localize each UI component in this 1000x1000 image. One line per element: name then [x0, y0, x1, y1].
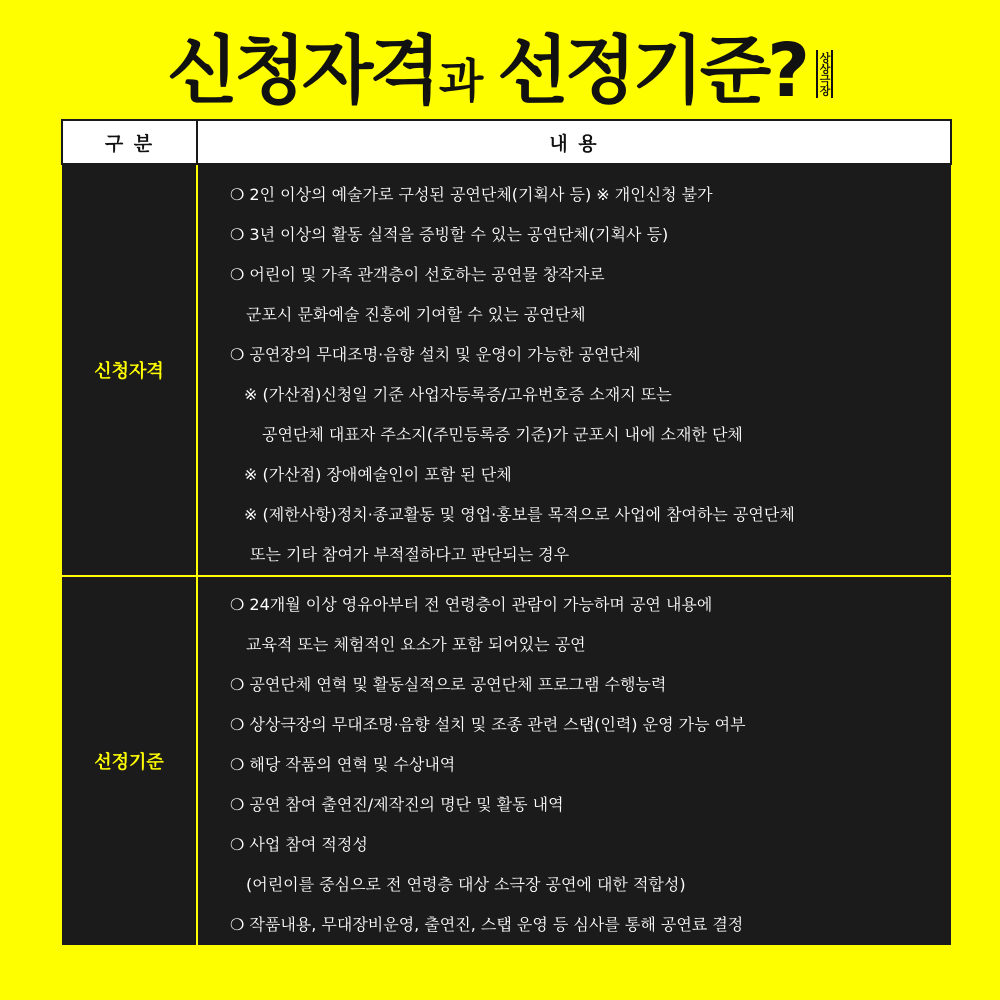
title-part-2: 과 [438, 54, 482, 108]
title-part-3: 선정기준? [497, 28, 807, 114]
list-item: ❍ 2인 이상의 예술가로 구성된 공연단체(기획사 등) ※ 개인신청 불가 [230, 185, 713, 204]
list-item: ❍ 해당 작품의 연혁 및 수상내역 [230, 755, 456, 774]
theater-logo: 상상극장 [818, 52, 832, 96]
content-eligibility [197, 164, 951, 576]
list-item-continuation: (어린이를 중심으로 전 연령층 대상 소극장 공연에 대한 적합성) [246, 875, 686, 894]
content-selection [197, 576, 951, 945]
table-header-row [62, 120, 951, 164]
list-item: ❍ 상상극장의 무대조명·음향 설치 및 조종 관련 스탭(인력) 운영 가능 여부 [230, 715, 746, 734]
category-eligibility: 신청자격 [62, 164, 197, 576]
note-item: ※ (제한사항)정치·종교활동 및 영업·홍보를 목적으로 사업에 참여하는 공연단체 [244, 505, 795, 524]
list-item: ❍ 3년 이상의 활동 실적을 증빙할 수 있는 공연단체(기획사 등) [230, 225, 669, 244]
list-item: ❍ 작품내용, 무대장비운영, 출연진, 스탭 운영 등 심사를 통해 공연료 결정 [230, 915, 744, 934]
list-item: ❍ 공연단체 연혁 및 활동실적으로 공연단체 프로그램 수행능력 [230, 675, 667, 694]
table-row-selection [62, 576, 951, 945]
list-item-continuation: 군포시 문화예술 진흥에 기여할 수 있는 공연단체 [246, 305, 586, 324]
table-row-eligibility [62, 164, 951, 576]
title-part-1: 신청자격 [166, 28, 437, 114]
header-category: 구 분 [62, 120, 197, 164]
category-selection: 선정기준 [62, 576, 197, 945]
list-item: ❍ 24개월 이상 영유아부터 전 연령층이 관람이 가능하며 공연 내용에 [230, 595, 713, 614]
list-item-continuation: 교육적 또는 체험적인 요소가 포함 되어있는 공연 [246, 635, 586, 654]
list-item: ❍ 공연 참여 출연진/제작진의 명단 및 활동 내역 [230, 795, 564, 814]
title-area [0, 18, 1000, 114]
note-continuation: 공연단체 대표자 주소지(주민등록증 기준)가 군포시 내에 소재한 단체 [262, 425, 743, 444]
list-item: ❍ 사업 참여 적정성 [230, 835, 368, 854]
header-content: 내 용 [197, 120, 951, 164]
note-continuation: 또는 기타 참여가 부적절하다고 판단되는 경우 [250, 545, 570, 564]
info-table [61, 119, 952, 945]
note-item: ※ (가산점) 장애예술인이 포함 된 단체 [244, 465, 512, 484]
page-title [166, 28, 833, 114]
list-item: ❍ 공연장의 무대조명·음향 설치 및 운영이 가능한 공연단체 [230, 345, 641, 364]
note-item: ※ (가산점)신청일 기준 사업자등록증/고유번호증 소재지 또는 [244, 385, 672, 404]
list-item: ❍ 어린이 및 가족 관객층이 선호하는 공연물 창작자로 [230, 265, 605, 284]
